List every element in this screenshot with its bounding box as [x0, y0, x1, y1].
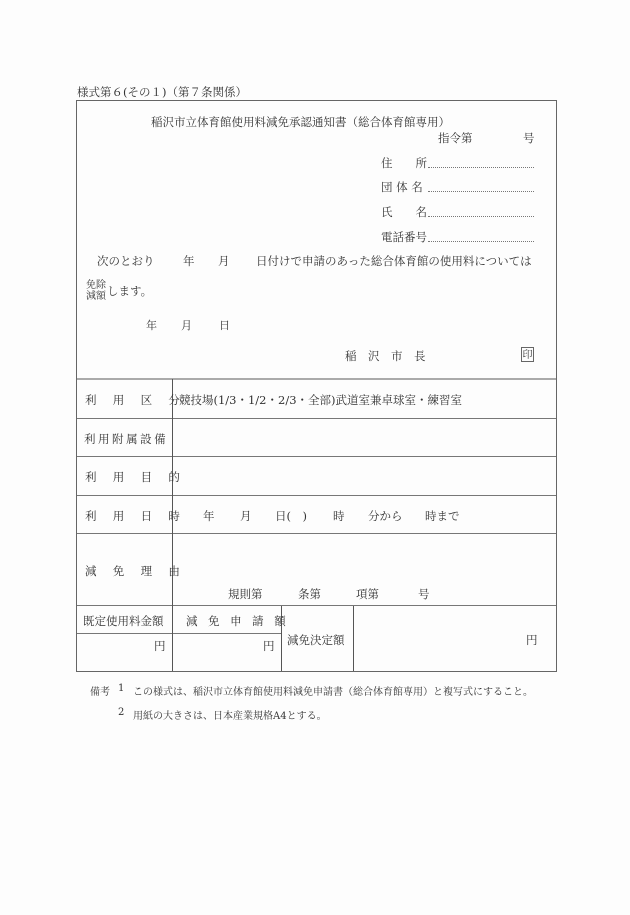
- usage-category-label: 利 用 区 分: [85, 393, 187, 407]
- table-top-border: [77, 378, 556, 380]
- phone-label: 電話番号: [381, 230, 427, 244]
- equipment-label: 利用附属設備: [84, 432, 169, 446]
- standard-fee-label: 既定使用料金額: [83, 614, 164, 628]
- row-divider: [77, 495, 556, 496]
- amount-column-divider: [353, 606, 354, 671]
- name-label: 氏 名: [381, 205, 427, 219]
- note-2-text: 用紙の大きさは、日本産業規格A4とする。: [133, 711, 327, 722]
- equipment-field[interactable]: [174, 420, 554, 455]
- decided-amount-label: 減免決定額: [287, 633, 345, 647]
- usage-category-value[interactable]: 競技場(1/3・1/2・2/3・全部)武道室兼卓球室・練習室: [179, 393, 462, 407]
- amount-row-divider: [77, 633, 282, 634]
- standard-fee-yen: 円: [154, 639, 166, 653]
- note-1-text: この様式は、稲沢市立体育館使用料減免申請書（総合体育館専用）と複写式にすること。: [133, 687, 533, 698]
- datetime-hour: 時: [333, 509, 345, 523]
- datetime-day: 日( ): [275, 509, 307, 523]
- issue-year: 年: [146, 319, 157, 332]
- exemption-options: [86, 280, 106, 302]
- group-name-field[interactable]: [428, 191, 534, 192]
- notice-text-intro: 次のとおり: [97, 254, 155, 268]
- name-field[interactable]: [428, 216, 534, 217]
- address-field[interactable]: [428, 167, 534, 168]
- notice-text-end: します。: [107, 284, 153, 298]
- notice-month: 月: [218, 254, 230, 268]
- purpose-label: 利 用 目 的: [85, 470, 187, 484]
- paragraph-ref: 項第: [356, 587, 379, 601]
- label-column-divider: [172, 379, 173, 671]
- option-reduce: 減額: [86, 291, 106, 302]
- order-number-suffix: 号: [523, 131, 535, 145]
- notice-year: 年: [183, 254, 195, 268]
- notice-text-body: 日付けで申請のあった総合体育館の使用料については: [256, 254, 532, 268]
- decided-amount-yen: 円: [526, 633, 538, 647]
- purpose-field[interactable]: [174, 458, 554, 494]
- article-ref: 条第: [298, 587, 321, 601]
- reason-field[interactable]: [174, 536, 554, 576]
- rule-ref: 規則第: [228, 587, 263, 601]
- group-name-label: 団 体 名: [381, 180, 423, 194]
- issue-month: 月: [181, 319, 192, 332]
- datetime-from: 分から: [368, 509, 403, 523]
- address-label: 住 所: [381, 156, 427, 170]
- row-divider: [77, 605, 556, 606]
- document-title: 稲沢市立体育館使用料減免承認通知書（総合体育館専用）: [151, 115, 450, 129]
- issuer-mayor: 稲 沢 市 長: [345, 349, 426, 363]
- datetime-label: 利 用 日 時: [85, 509, 187, 523]
- datetime-month: 月: [240, 509, 252, 523]
- reason-label: 減 免 理 由: [85, 564, 187, 578]
- form-identifier: 様式第６(その１)（第７条関係）: [77, 85, 247, 99]
- notes-heading: 備考: [90, 687, 110, 698]
- requested-amount-label: 減 免 申 請 額: [186, 614, 290, 628]
- requested-amount-yen: 円: [263, 639, 275, 653]
- exemption-choice: [86, 280, 152, 302]
- datetime-until: 時まで: [425, 509, 460, 523]
- phone-field[interactable]: [428, 241, 534, 242]
- order-number-prefix: 指令第: [438, 131, 473, 145]
- row-divider: [77, 533, 556, 534]
- note-1-number: 1: [118, 683, 125, 694]
- note-2-number: 2: [118, 707, 125, 718]
- seal-stamp-icon: 印: [521, 347, 534, 362]
- item-ref: 号: [418, 587, 430, 601]
- issue-day: 日: [219, 319, 230, 332]
- row-divider: [77, 456, 556, 457]
- option-exempt: 免除: [86, 280, 106, 291]
- datetime-year: 年: [203, 509, 215, 523]
- row-divider: [77, 418, 556, 419]
